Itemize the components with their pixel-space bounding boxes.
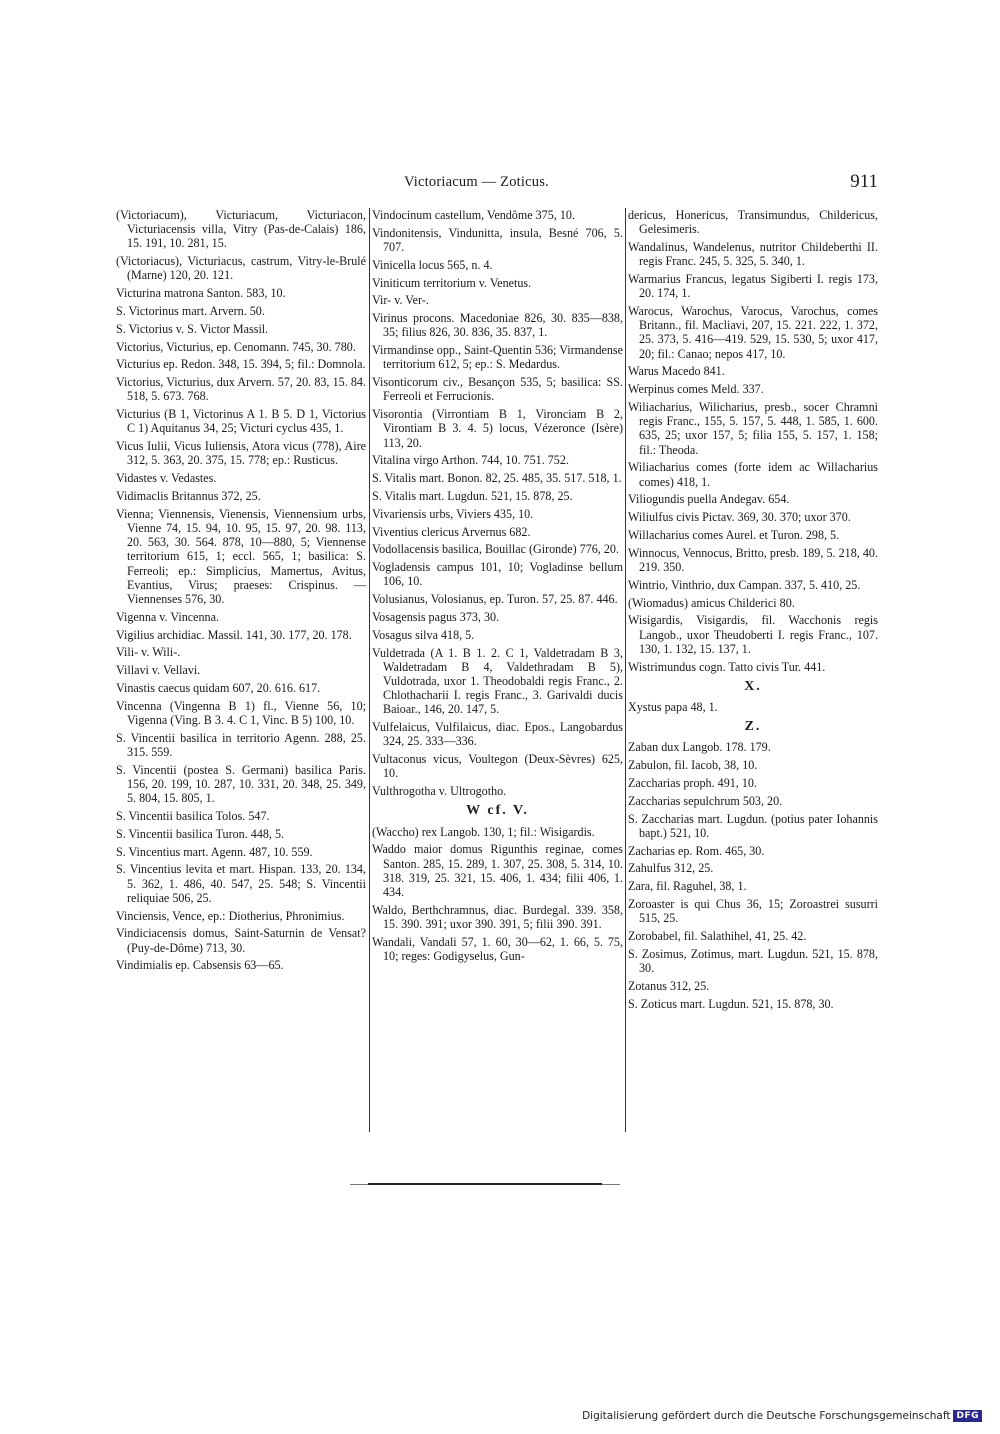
index-entry: Vindimialis ep. Cabsensis 63—65. xyxy=(116,958,284,973)
index-entry: Vulthrogotha v. Ultrogotho. xyxy=(372,784,507,799)
index-entry: Vinastis caecus quidam 607, 20. 616. 617. xyxy=(116,680,321,695)
index-entry: Vinicella locus 565, n. 4. xyxy=(372,257,493,272)
index-entry: Victorius, Victurius, dux Arvern. 57, 20. 83, 15. 84. 518, 5. 673. 768. xyxy=(116,375,366,404)
index-entry: Zabulon, fil. Iacob, 38, 10. xyxy=(628,758,758,773)
index-entry: Vindonitensis, Vindunitta, insula, Besné 706, 5. 707. xyxy=(372,225,623,254)
digitization-footer xyxy=(582,1410,982,1422)
page-number: 911 xyxy=(850,171,878,192)
index-entry: (Waccho) rex Langob. 130, 1; fil.: Wisigardis. xyxy=(372,824,595,839)
index-entry: Warocus, Warochus, Varocus, Varochus, comes Britann., fil. Macliavi, 207, 15. 221. 222, 1. 372, 25. 373, 5. 416—419. 529, 15. 530, 5; uxor 417, 20; fil.: Canao; nepos 417, 10. xyxy=(628,304,878,361)
index-entry: Vigilius archidiac. Massil. 141, 30. 177, 20. 178. xyxy=(116,627,352,642)
index-entry: Vultaconus vicus, Voultegon (Deux-Sèvres) 625, 10. xyxy=(372,752,623,781)
index-entry: (Wiomadus) amicus Childerici 80. xyxy=(628,595,795,610)
section-heading-w: W cf. V. xyxy=(466,803,529,819)
index-entry: Vuldetrada (A 1. B 1. 2. C 1, Valdetradam B 3, Waldetradam B 4, Valdethradam B 5), Vuldotrada, uxor 1. Theodobaldi regis Franc., 2. Chlothacharii I. regis Franc., 3. Garivaldi ducis Baioar., 146, 20. 147, 5. xyxy=(372,645,623,717)
index-entry: Vinciensis, Vence, ep.: Diotherius, Phronimius. xyxy=(116,908,345,923)
end-rule-thick xyxy=(368,1183,602,1185)
index-entry: S. Vincentii (postea S. Germani) basilica Paris. 156, 20. 199, 10. 287, 10. 331, 20. 348, 25. 349, 5. 804, 15. 805, 1. xyxy=(116,762,366,806)
index-entry: Volusianus, Volosianus, ep. Turon. 57, 25. 87. 446. xyxy=(372,592,618,607)
index-entry: Wiliulfus civis Pictav. 369, 30. 370; uxor 370. xyxy=(628,510,851,525)
index-entry: Wistrimundus cogn. Tatto civis Tur. 441. xyxy=(628,659,826,674)
index-entry: Visorontia (Virrontiam B 1, Vironciam B 2, Virontiam B 3. 4. 5) locus, Vézeronce (Isère) 113, 20. xyxy=(372,407,623,450)
index-entry: Waldo, Berthchramnus, diac. Burdegal. 339. 358, 15. 390. 391; uxor 390. 391, 5; filii 390. 391. xyxy=(372,902,623,931)
index-entry: Waddo maior domus Rigunthis reginae, comes Santon. 285, 15. 289, 1. 307, 25. 308, 5. 314, 10. 318. 319, 25. 321, 15. 406, 1. 434; filii 406, 1. 434. xyxy=(372,842,623,899)
index-entry: S. Zaccharias mart. Lugdun. (potius pater Iohannis bapt.) 521, 10. xyxy=(628,811,878,840)
index-entry: (Victoriacus), Victuriacus, castrum, Vitry-le-Brulé (Marne) 120, 20. 121. xyxy=(116,254,366,283)
index-entry: Werpinus comes Meld. 337. xyxy=(628,382,764,397)
index-entry: dericus, Honericus, Transimundus, Childericus, Gelesimeris. xyxy=(628,208,878,237)
index-entry: Zotanus 312, 25. xyxy=(628,978,710,993)
index-entry: Vitalina virgo Arthon. 744, 10. 751. 752. xyxy=(372,453,569,468)
index-entry: Warmarius Francus, legatus Sigiberti I. regis 173, 20. 174, 1. xyxy=(628,272,878,301)
index-entry: Vosagensis pagus 373, 30. xyxy=(372,609,500,624)
index-entry: S. Victorinus mart. Arvern. 50. xyxy=(116,304,265,318)
index-entry: Wiliacharius, Wilicharius, presb., socer Chramni regis Franc., 155, 5. 157, 5. 448, 1. 585, 1. 600. 635, 25; uxor 157, 5; filia 155, 5. 157, 1. 158; fil.: Theoda. xyxy=(628,400,878,457)
index-entry: Vidastes v. Vedastes. xyxy=(116,471,217,486)
index-entry: S. Vitalis mart. Lugdun. 521, 15. 878, 25. xyxy=(372,488,573,503)
index-entry: Wisigardis, Visigardis, fil. Wacchonis regis Langob., uxor Theudoberti I. regis Franc., 107. 130, 1. 132, 15. 137, 1. xyxy=(628,613,878,656)
index-entry: Warus Macedo 841. xyxy=(628,364,725,379)
column-divider xyxy=(369,208,370,1132)
index-entry: S. Vitalis mart. Bonon. 82, 25. 485, 35. 517. 518, 1. xyxy=(372,471,622,486)
index-entry: Willacharius comes Aurel. et Turon. 298, 5. xyxy=(628,528,840,542)
index-entry: Zaccharias sepulchrum 503, 20. xyxy=(628,793,783,808)
index-entry: Vosagus silva 418, 5. xyxy=(372,627,475,642)
index-entry: Victurius (B 1, Victorinus A 1. B 5. D 1, Victorius C 1) Aquitanus 34, 25; Victuri cyclus 435, 1. xyxy=(116,407,366,436)
index-entry: S. Vincentii basilica Tolos. 547. xyxy=(116,808,270,823)
index-entry: Vienna; Viennensis, Vienensis, Viennensium urbs, Vienne 74, 15. 94, 10. 95, 15. 97, 20. 98. 113, 20. 563, 30. 564. 878, 10—880, 5; Viennense territorium 615, 1; eccl. 565, 1; basilica: S. Ferreoli; ep.: Simplicius, Mamertus, Avitus, Evantius, Virus; praeses: Crispinus. — Viennenses 576, 30. xyxy=(116,506,366,606)
index-entry: Visonticorum civ., Besançon 535, 5; basilica: SS. Ferreoli et Ferrucionis. xyxy=(372,375,623,404)
index-entry: Vincenna (Vingenna B 1) fl., Vienne 56, 10; Vigenna (Ving. B 3. 4. C 1, Vinc. B 5) 100, 10. xyxy=(116,698,366,727)
index-entry: Wiliacharius comes (forte idem ac Willacharius comes) 418, 1. xyxy=(628,460,878,489)
index-entry: Vir- v. Ver-. xyxy=(372,293,429,308)
index-entry: S. Vincentius levita et mart. Hispan. 133, 20. 134, 5. 362, 1. 486, 40. 547, 25. 548; S. Vincentii reliquiae 506, 25. xyxy=(116,862,366,905)
index-entry: Virinus procons. Macedoniae 826, 30. 835—838, 35; filius 826, 30. 836, 35. 837, 1. xyxy=(372,311,623,340)
index-entry: Zoroaster is qui Chus 36, 15; Zoroastrei susurri 515, 25. xyxy=(628,896,878,926)
index-entry: Vidimaclis Britannus 372, 25. xyxy=(116,488,261,503)
section-heading-x: X. xyxy=(744,678,762,694)
index-entry: Wandalinus, Wandelenus, nutritor Childeberthi II. regis Franc. 245, 5. 325, 5. 340, 1. xyxy=(628,240,878,269)
index-column-3 xyxy=(628,208,878,1014)
index-entry: Villavi v. Vellavi. xyxy=(116,663,201,678)
index-entry: Victurina matrona Santon. 583, 10. xyxy=(116,286,286,301)
index-entry: Zahulfus 312, 25. xyxy=(628,861,714,876)
end-ornament-rule xyxy=(350,1182,620,1186)
dfg-logo-icon: DFG xyxy=(953,1410,982,1422)
index-entry: Vivariensis urbs, Viviers 435, 10. xyxy=(372,506,534,521)
index-entry: Vodollacensis basilica, Bouillac (Gironde) 776, 20. xyxy=(372,542,619,557)
index-entry: Vindocinum castellum, Vendôme 375, 10. xyxy=(372,208,575,222)
index-entry: Winnocus, Vennocus, Britto, presb. 189, 5. 218, 40. 219. 350. xyxy=(628,545,878,574)
index-entry: Vindiciacensis domus, Saint-Saturnin de Vensat? (Puy-de-Dôme) 713, 30. xyxy=(116,926,366,955)
section-heading-z: Z. xyxy=(744,719,762,735)
index-entry: S. Vincentii basilica in territorio Agenn. 288, 25. 315. 559. xyxy=(116,730,366,759)
index-entry: Victurius ep. Redon. 348, 15. 394, 5; fil.: Domnola. xyxy=(116,357,366,372)
index-column-1 xyxy=(116,208,366,976)
index-entry: S. Zosimus, Zotimus, mart. Lugdun. 521, 15. 878, 30. xyxy=(628,946,878,975)
index-entry: Zaban dux Langob. 178. 179. xyxy=(628,740,771,755)
index-entry: Wandali, Vandali 57, 1. 60, 30—62, 1. 66, 5. 75, 10; reges: Godigyselus, Gun- xyxy=(372,934,623,963)
index-entry: Vigenna v. Vincenna. xyxy=(116,609,219,624)
index-entry: Viliogundis puella Andegav. 654. xyxy=(628,492,790,507)
index-entry: S. Zoticus mart. Lugdun. 521, 15. 878, 30. xyxy=(628,996,834,1011)
index-entry: Zaccharias proph. 491, 10. xyxy=(628,776,757,790)
running-title: Victoriacum — Zoticus. xyxy=(404,174,549,190)
index-entry: S. Vincentius mart. Agenn. 487, 10. 559. xyxy=(116,844,313,859)
index-entry: Viventius clericus Arvernus 682. xyxy=(372,524,531,539)
index-entry: Vili- v. Wili-. xyxy=(116,645,181,660)
index-entry: Victorius, Victurius, ep. Cenomann. 745, 30. 780. xyxy=(116,339,356,354)
index-entry: Virmandinse opp., Saint-Quentin 536; Virmandense territorium 612, 5; ep.: S. Medardus. xyxy=(372,343,623,372)
index-entry: S. Victorius v. S. Victor Massil. xyxy=(116,321,269,336)
index-entry: Viniticum territorium v. Venetus. xyxy=(372,275,532,290)
index-entry: S. Vincentii basilica Turon. 448, 5. xyxy=(116,826,285,841)
index-entry: Vulfelaicus, Vulfilaicus, diac. Epos., Langobardus 324, 25. 333—336. xyxy=(372,720,623,749)
index-entry: Vicus Iulii, Vicus Iuliensis, Atora vicus (778), Aire 312, 5. 363, 20. 375, 15. 778; ep.: Rusticus. xyxy=(116,439,366,468)
index-entry: Zacharias ep. Rom. 465, 30. xyxy=(628,843,765,858)
index-entry: Zorobabel, fil. Salathihel, 41, 25. 42. xyxy=(628,928,807,943)
index-column-2 xyxy=(372,208,623,967)
index-entry: Zara, fil. Raguhel, 38, 1. xyxy=(628,879,747,894)
footer-text: Digitalisierung gefördert durch die Deutsche Forschungsgemeinschaft xyxy=(582,1410,951,1422)
page-header xyxy=(0,171,1000,196)
index-entry: Wintrio, Vinthrio, dux Campan. 337, 5. 410, 25. xyxy=(628,577,861,592)
column-divider xyxy=(625,208,626,1132)
index-entry: Vogladensis campus 101, 10; Vogladinse bellum 106, 10. xyxy=(372,560,623,589)
index-entry: (Victoriacum), Victuriacum, Victuriacon, Victuriacensis villa, Vitry (Pas-de-Calais) 186, 15. 191, 10. 281, 15. xyxy=(116,208,366,251)
index-entry: Xystus papa 48, 1. xyxy=(628,700,718,714)
